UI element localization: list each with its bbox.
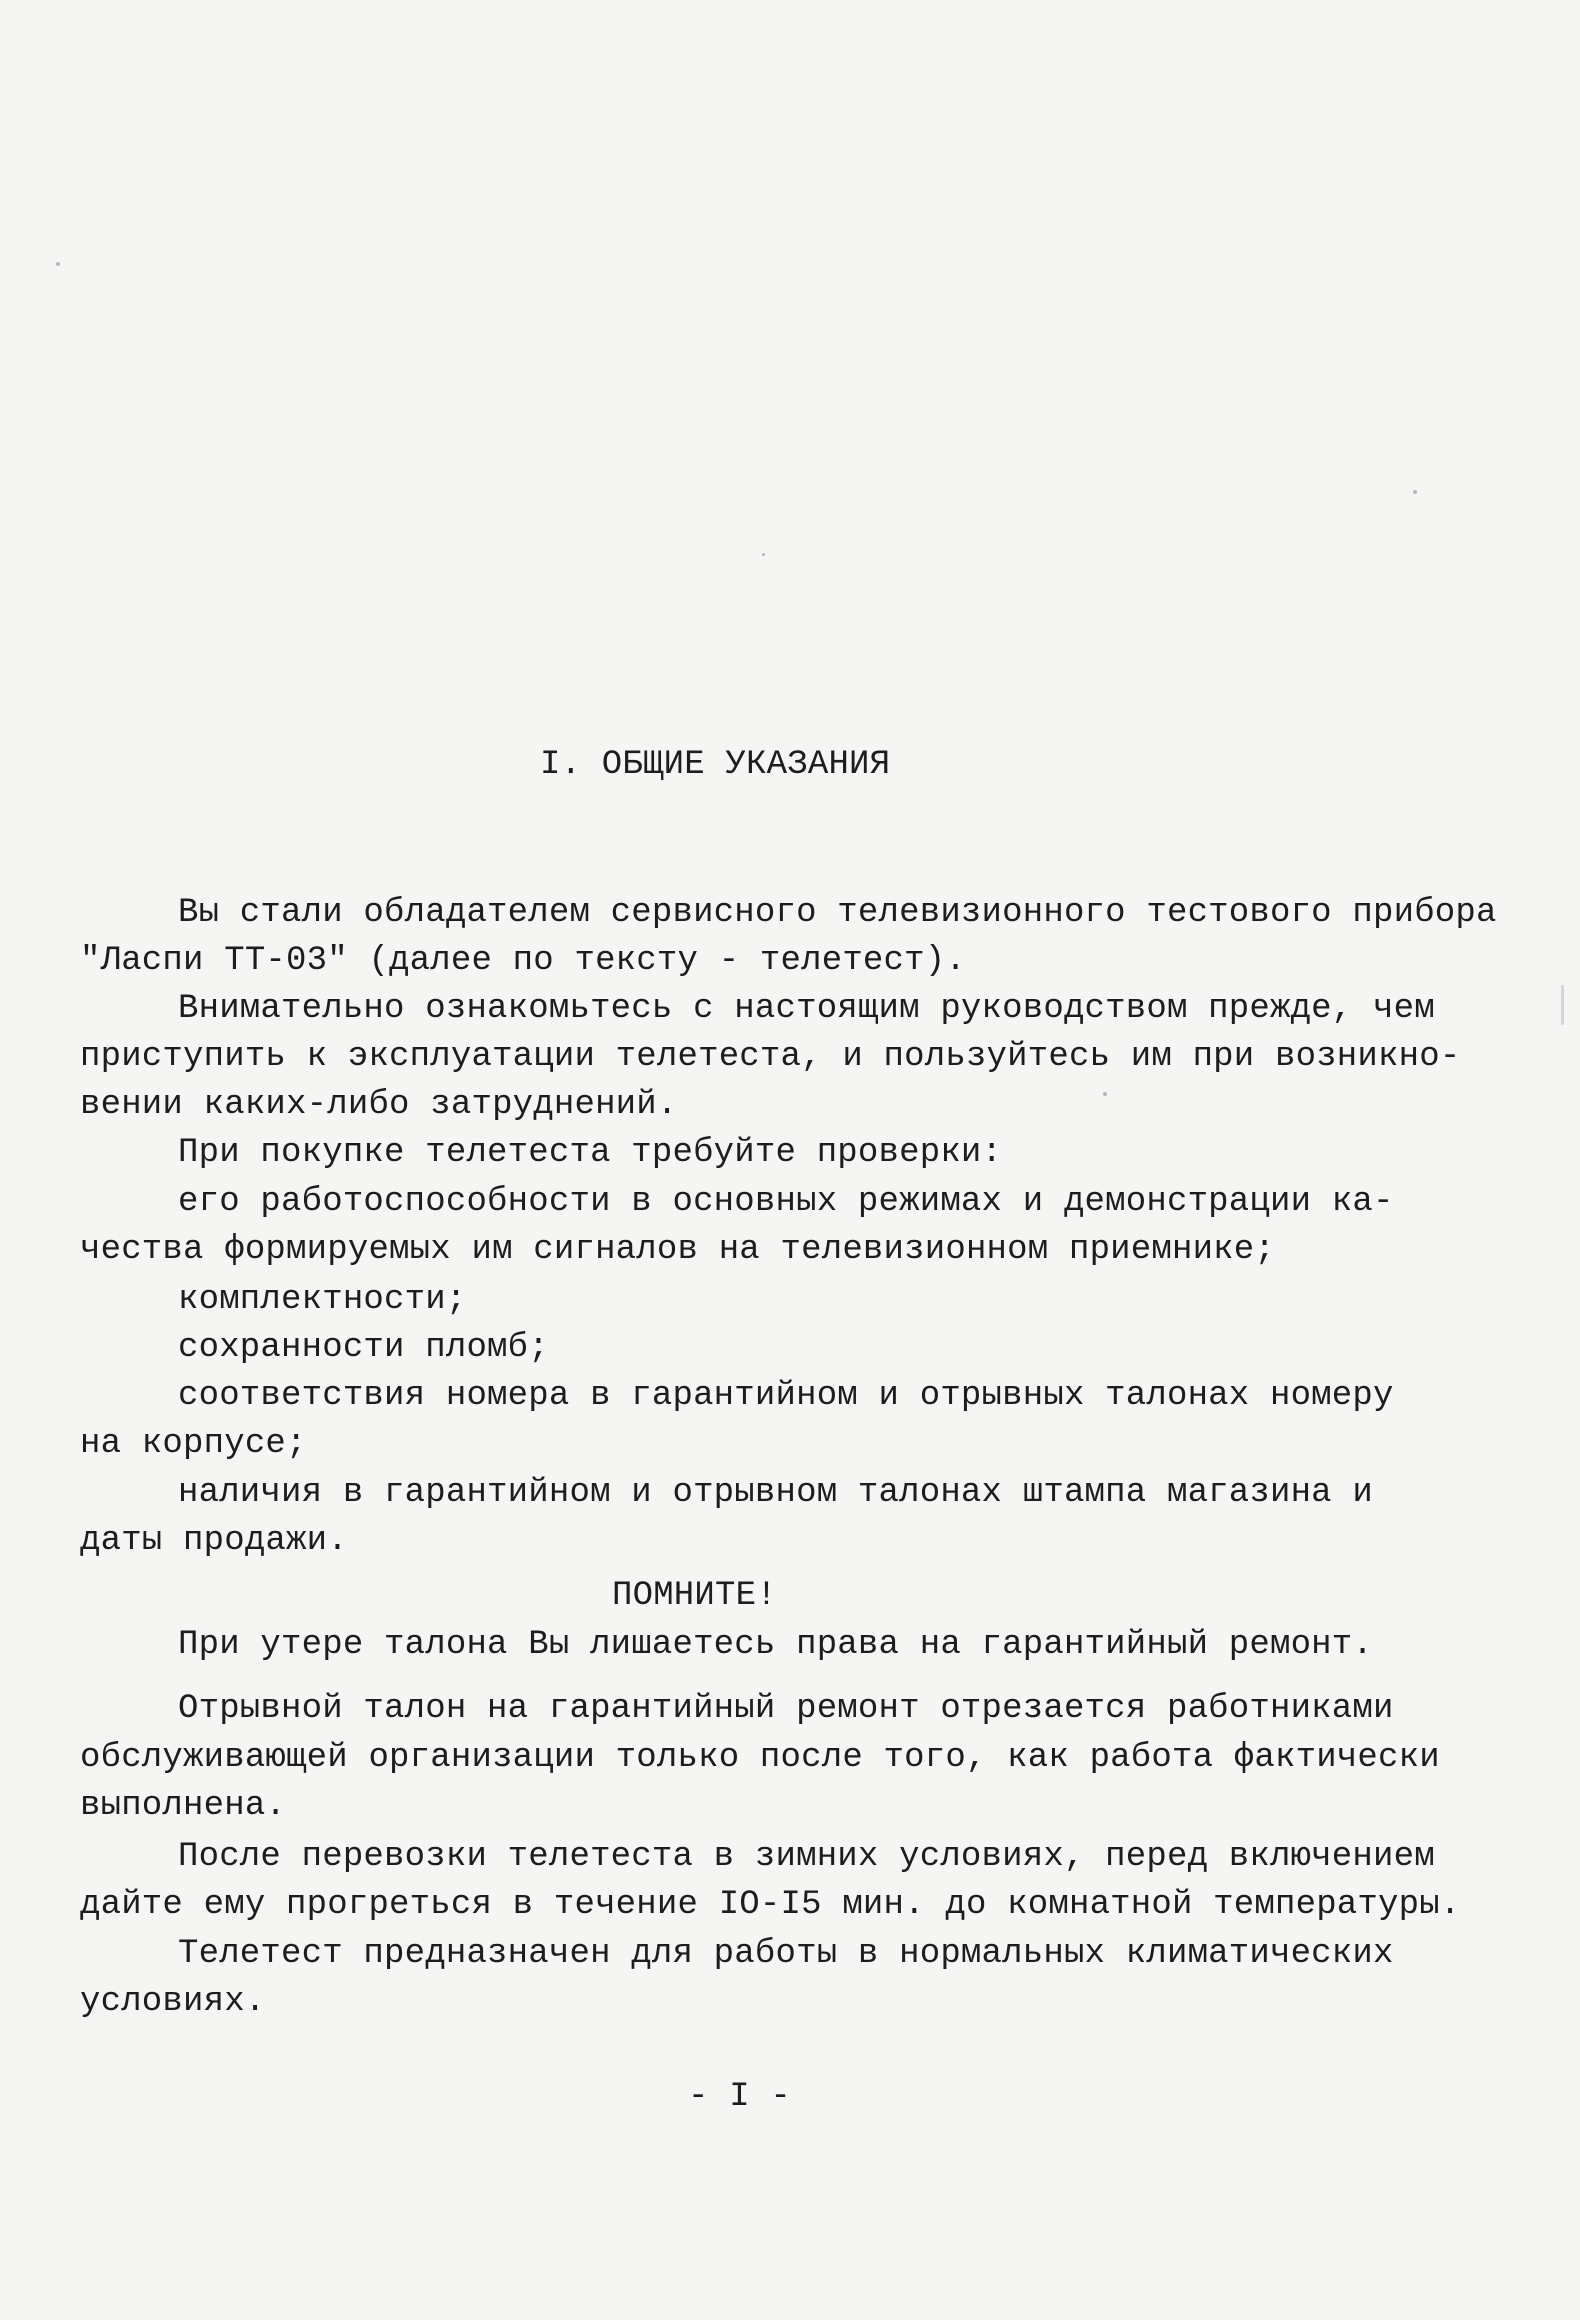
remember-heading: ПОМНИТЕ! (612, 1577, 777, 1615)
paragraph-line: сохранности пломб; (178, 1329, 549, 1367)
paragraph-line: После перевозки телетеста в зимних условиях, перед включением (178, 1838, 1435, 1876)
paragraph-line: обслуживающей организации только после того, как работа фактически (80, 1739, 1440, 1777)
paragraph-line: При покупке телетеста требуйте проверки: (178, 1134, 1003, 1172)
paragraph-line: приступить к эксплуатации телетеста, и пользуйтесь им при возникно- (80, 1038, 1461, 1076)
page-number: - I - (688, 2078, 792, 2116)
paragraph-line: условиях. (80, 1983, 266, 2021)
scan-speck (762, 553, 765, 556)
paragraph-line: Телетест предназначен для работы в нормальных климатических (178, 1935, 1394, 1973)
section-heading: I. ОБЩИЕ УКАЗАНИЯ (540, 746, 891, 784)
paragraph-line: выполнена. (80, 1787, 287, 1825)
paragraph-line: чества формируемых им сигналов на телевизионном приемнике; (80, 1231, 1275, 1269)
paragraph-line: Внимательно ознакомьтесь с настоящим руководством прежде, чем (178, 990, 1435, 1028)
scan-edge-mark (1561, 985, 1564, 1025)
paragraph-line: соответствия номера в гарантийном и отрывных талонах номеру (178, 1377, 1394, 1415)
scan-speck (1103, 1092, 1107, 1096)
paragraph-line: дайте ему прогреться в течение IO-I5 мин. до комнатной температуры. (80, 1886, 1461, 1924)
scan-speck (56, 262, 60, 266)
paragraph-line: Отрывной талон на гарантийный ремонт отрезается работниками (178, 1690, 1394, 1728)
paragraph-line: его работоспособности в основных режимах и демонстрации ка- (178, 1183, 1394, 1221)
paragraph-line: При утере талона Вы лишаетесь права на гарантийный ремонт. (178, 1626, 1373, 1664)
scan-speck (1413, 490, 1417, 494)
paragraph-line: на корпусе; (80, 1425, 307, 1463)
paragraph-line: Вы стали обладателем сервисного телевизионного тестового прибора (178, 894, 1497, 932)
paragraph-line: вении каких-либо затруднений. (80, 1086, 678, 1124)
paragraph-line: наличия в гарантийном и отрывном талонах штампа магазина и (178, 1474, 1373, 1512)
paragraph-line: комплектности; (178, 1281, 467, 1319)
paragraph-line: даты продажи. (80, 1522, 348, 1560)
paragraph-line: "Ласпи ТТ-03" (далее по тексту - телетест). (80, 942, 966, 980)
